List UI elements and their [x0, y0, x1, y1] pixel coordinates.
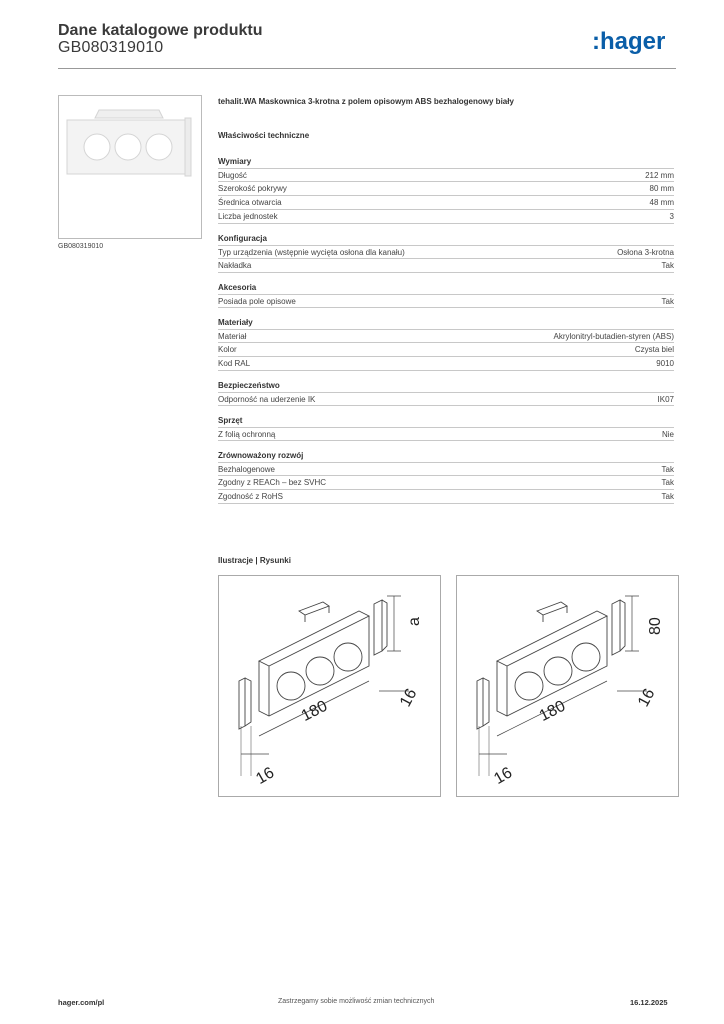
- spec-value: Nie: [661, 430, 674, 439]
- drawing-graphic: [457, 576, 678, 796]
- section-title: Sprzęt: [218, 416, 243, 425]
- spec-value: 3: [669, 212, 674, 221]
- spec-row: [218, 259, 674, 273]
- illustrations-heading: Ilustracje | Rysunki: [218, 556, 291, 565]
- spec-label: Zgodny z REACh – bez SVHC: [218, 478, 327, 487]
- section-title: Wymiary: [218, 157, 252, 166]
- spec-label: Materiał: [218, 332, 247, 341]
- dim-height-label: a: [406, 617, 423, 626]
- spec-row: [218, 490, 674, 504]
- spec-row: [218, 182, 674, 196]
- spec-row: [218, 210, 674, 224]
- logo-text: :hager: [592, 28, 666, 55]
- product-photo: [59, 96, 201, 238]
- spec-value: Czysta biel: [634, 345, 674, 354]
- section-title: Zrównoważony rozwój: [218, 451, 304, 460]
- spec-row: [218, 196, 674, 210]
- spec-value: 212 mm: [645, 171, 674, 180]
- spec-row: [218, 462, 674, 476]
- spec-row: [218, 392, 674, 406]
- spec-label: Bezhalogenowe: [218, 465, 275, 474]
- section-title: Akcesoria: [218, 283, 257, 292]
- spec-value: Tak: [661, 465, 674, 474]
- spec-label: Nakładka: [218, 261, 252, 270]
- product-code: GB080319010: [58, 39, 164, 56]
- spec-value: 48 mm: [649, 198, 674, 207]
- section-title: Bezpieczeństwo: [218, 381, 280, 390]
- spec-row: [218, 357, 674, 371]
- dim-depth-label: 16: [397, 686, 421, 710]
- spec-value: IK07: [657, 395, 674, 404]
- footer-notice: Zastrzegamy sobie możliwość zmian technicznych: [278, 998, 435, 1005]
- spec-row: [218, 476, 674, 490]
- specs-heading: Właściwości techniczne: [218, 131, 310, 140]
- spec-value: Tak: [661, 297, 674, 306]
- spec-row: [218, 294, 674, 308]
- spec-label: Zgodność z RoHS: [218, 492, 283, 501]
- spec-label: Odporność na uderzenie IK: [218, 395, 316, 404]
- spec-row: [218, 427, 674, 441]
- spec-value: Tak: [661, 478, 674, 487]
- product-image-caption: GB080319010: [58, 243, 104, 250]
- spec-label: Szerokość pokrywy: [218, 184, 287, 193]
- product-image: [58, 95, 202, 239]
- drawing-graphic: [219, 576, 440, 796]
- spec-row: [218, 168, 674, 182]
- dim-length-label: 180: [298, 697, 331, 725]
- dim-length-label: 180: [536, 697, 569, 725]
- dim-side-label: 16: [491, 764, 516, 788]
- spec-value: Tak: [661, 261, 674, 270]
- spec-value: Osłona 3-krotna: [617, 248, 674, 257]
- spec-label: Kolor: [218, 345, 237, 354]
- spec-row: [218, 329, 674, 343]
- spec-label: Kod RAL: [218, 359, 251, 368]
- section-title: Materiały: [218, 318, 253, 327]
- spec-label: Z folią ochronną: [218, 430, 276, 439]
- spec-label: Typ urządzenia (wstępnie wycięta osłona dla kanału): [218, 248, 405, 257]
- header-divider: [58, 68, 676, 69]
- spec-value: 80 mm: [649, 184, 674, 193]
- spec-row: [218, 343, 674, 357]
- section-title: Konfiguracja: [218, 234, 267, 243]
- technical-drawing-1: [218, 575, 441, 797]
- footer-website-link[interactable]: hager.com/pl: [58, 998, 105, 1007]
- dim-depth-label: 16: [635, 686, 659, 710]
- spec-value: 9010: [656, 359, 674, 368]
- spec-label: Posiada pole opisowe: [218, 297, 296, 306]
- spec-row: [218, 245, 674, 259]
- dim-height-label: 80: [647, 617, 664, 635]
- spec-value: Tak: [661, 492, 674, 501]
- hager-logo: [592, 28, 676, 56]
- document-title: Dane katalogowe produktu: [58, 22, 263, 39]
- spec-label: Długość: [218, 171, 247, 180]
- dim-side-label: 16: [253, 764, 278, 788]
- footer-date: 16.12.2025: [630, 998, 668, 1007]
- technical-specs: [218, 130, 674, 504]
- technical-drawing-2: [456, 575, 679, 797]
- spec-label: Liczba jednostek: [218, 212, 278, 221]
- product-name: tehalit.WA Maskownica 3-krotna z polem opisowym ABS bezhalogenowy biały: [218, 97, 514, 106]
- spec-value: Akrylonitryl-butadien-styren (ABS): [553, 332, 674, 341]
- spec-label: Średnica otwarcia: [218, 198, 282, 207]
